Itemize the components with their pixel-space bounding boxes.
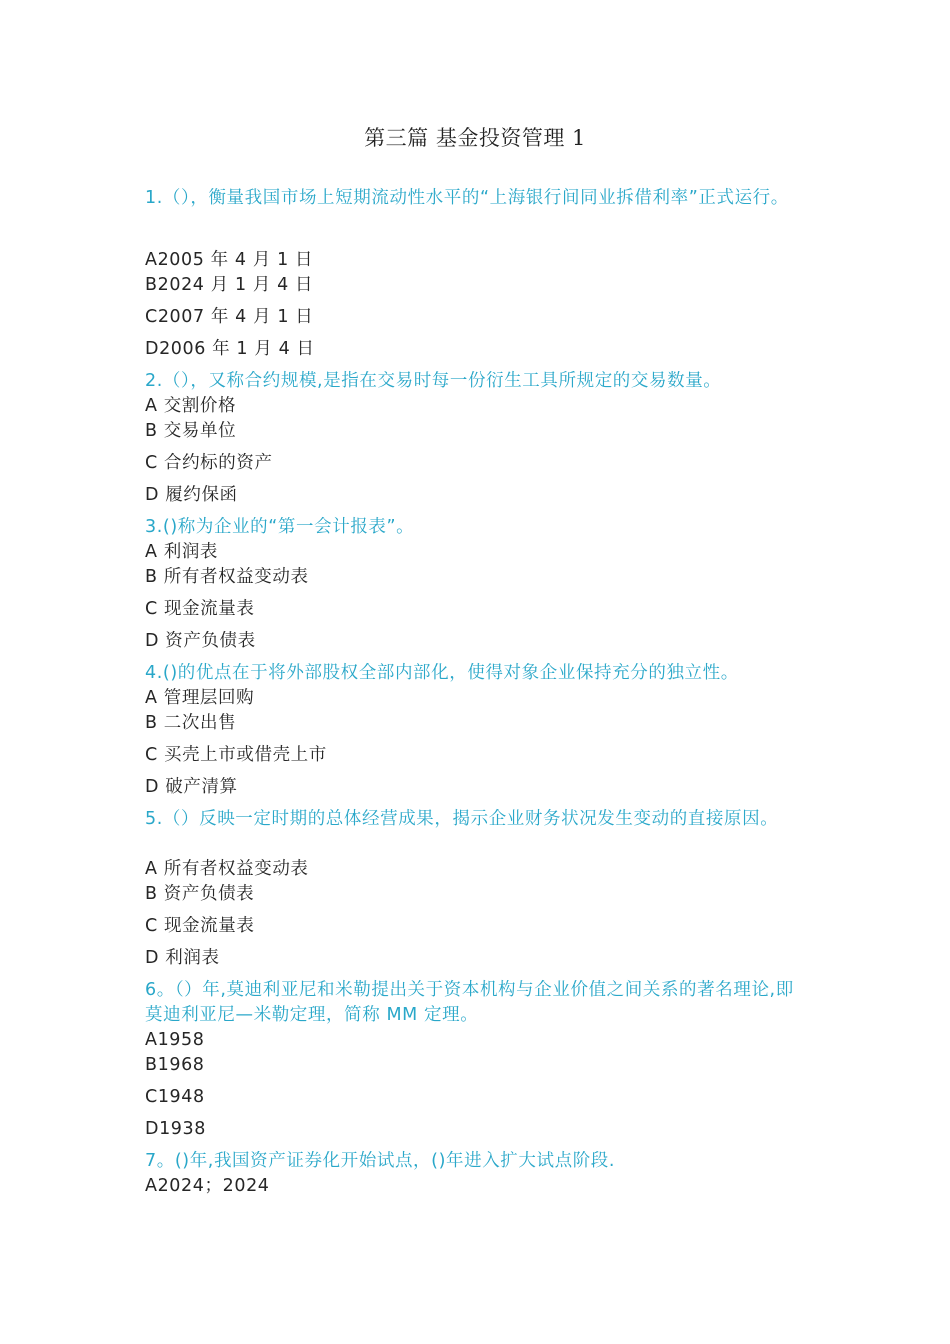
option-1a: A2005 年 4 月 1 日	[145, 250, 314, 270]
document-title: 第三篇 基金投资管理 1	[364, 126, 586, 150]
option-2d: D 履约保函	[145, 485, 238, 505]
option-7a: A2024；2024	[145, 1176, 270, 1196]
question-3: 3.()称为企业的“第一会计报表”。	[145, 517, 415, 537]
option-3a: A 利润表	[145, 542, 219, 562]
option-1d: D2006 年 1 月 4 日	[145, 339, 315, 359]
option-5b: B 资产负债表	[145, 884, 255, 904]
option-5c: C 现金流量表	[145, 916, 255, 936]
option-2a: A 交割价格	[145, 396, 237, 416]
option-4c: C 买壳上市或借壳上市	[145, 745, 327, 765]
option-1c: C2007 年 4 月 1 日	[145, 307, 314, 327]
option-5d: D 利润表	[145, 948, 220, 968]
option-3d: D 资产负债表	[145, 631, 256, 651]
question-2: 2.（），又称合约规模,是指在交易时每一份衍生工具所规定的交易数量。	[145, 371, 722, 391]
option-1b: B2024 月 1 月 4 日	[145, 275, 314, 295]
option-2c: C 合约标的资产	[145, 453, 273, 473]
option-5a: A 所有者权益变动表	[145, 859, 309, 879]
question-5: 5.（）反映一定时期的总体经营成果，揭示企业财务状况发生变动的直接原因。	[145, 809, 779, 829]
option-2b: B 交易单位	[145, 421, 237, 441]
question-1: 1.（），衡量我国市场上短期流动性水平的“上海银行间同业拆借利率”正式运行。	[145, 188, 789, 208]
option-6c: C1948	[145, 1087, 205, 1107]
option-4b: B 二次出售	[145, 713, 237, 733]
option-3b: B 所有者权益变动表	[145, 567, 309, 587]
option-6b: B1968	[145, 1055, 205, 1075]
option-3c: C 现金流量表	[145, 599, 255, 619]
option-6d: D1938	[145, 1119, 207, 1139]
question-6: 6。（）年,莫迪利亚尼和米勒提出关于资本机构与企业价值之间关系的著名理论,即莫迪利亚尼—米勒定理，简称 MM 定理。	[145, 980, 794, 1025]
option-6a: A1958	[145, 1030, 205, 1050]
option-4d: D 破产清算	[145, 777, 238, 797]
question-4: 4.()的优点在于将外部股权全部内部化，使得对象企业保持充分的独立性。	[145, 663, 739, 683]
option-4a: A 管理层回购	[145, 688, 255, 708]
question-7: 7。()年,我国资产证券化开始试点，()年进入扩大试点阶段.	[145, 1151, 616, 1171]
